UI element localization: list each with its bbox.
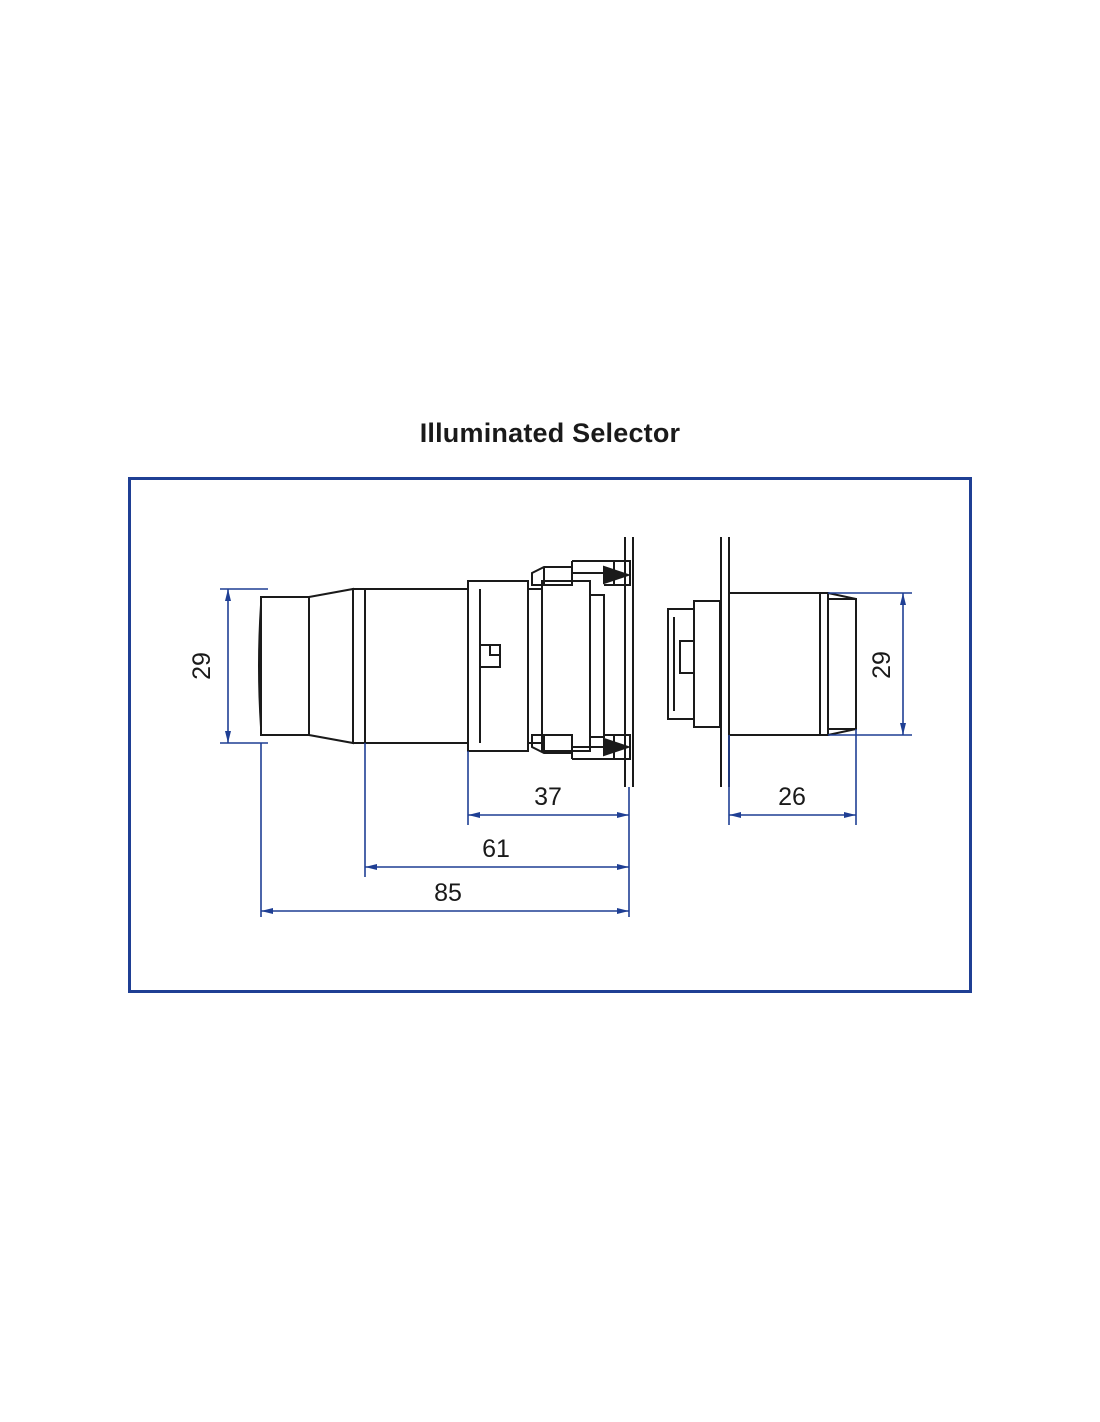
front-view-body [668, 537, 856, 787]
dim-label-85: 85 [434, 879, 462, 907]
side-view-body [259, 537, 633, 787]
dim-label-61: 61 [482, 835, 510, 863]
dimension-drawing [128, 477, 972, 993]
page-title: Illuminated Selector [419, 418, 681, 448]
dim-label-29-right: 29 [868, 651, 896, 679]
dim-label-37: 37 [534, 783, 562, 811]
dim-label-26: 26 [778, 783, 806, 811]
dim-label-29-left: 29 [188, 652, 216, 680]
